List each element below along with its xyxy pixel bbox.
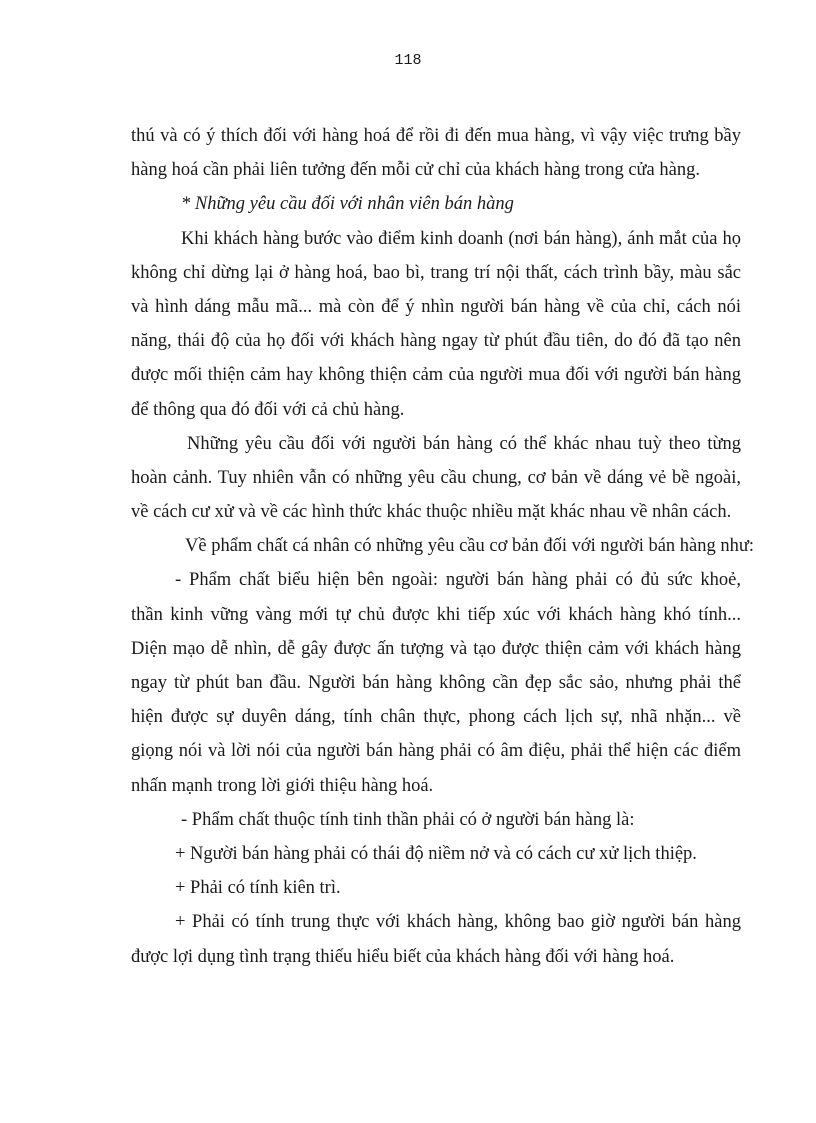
text-line: năng, thái độ của họ đối với khách hàng ngay từ phút đầu tiên, do đó đã tạo nên <box>131 331 741 352</box>
page-number: 118 <box>394 52 422 69</box>
section-heading: * Những yêu cầu đối với nhân viên bán hàng <box>181 194 514 215</box>
text-line: Diện mạo dễ nhìn, dễ gây được ấn tượng và tạo được thiện cảm với khách hàng <box>131 638 741 659</box>
text-line: + Người bán hàng phải có thái độ niềm nở và có cách cư xử lịch thiệp. <box>175 843 697 864</box>
text-line: giọng nói và lời nói của người bán hàng phải có âm điệu, phải thể hiện các điểm <box>131 741 741 762</box>
text-line: Về phẩm chất cá nhân có những yêu cầu cơ bản đối với người bán hàng như: <box>185 536 755 557</box>
text-line: - Phẩm chất thuộc tính tinh thần phải có ở người bán hàng là: <box>181 809 635 830</box>
text-line: để thông qua đó đối với cả chủ hàng. <box>131 399 405 420</box>
document-body <box>131 119 755 974</box>
text-line: ngay từ phút ban đầu. Người bán hàng không cần đẹp sắc sảo, nhưng phải thể <box>131 673 741 693</box>
text-line: + Phải có tính trung thực với khách hàng, không bao giờ người bán hàng <box>175 912 741 933</box>
text-line: nhấn mạnh trong lời giới thiệu hàng hoá. <box>131 775 434 796</box>
text-line: Khi khách hàng bước vào điểm kinh doanh (nơi bán hàng), ánh mắt của họ <box>181 228 741 249</box>
text-line: - Phẩm chất biểu hiện bên ngoài: người bán hàng phải có đủ sức khoẻ, <box>175 570 741 591</box>
text-line: được mối thiện cảm hay không thiện cảm của người mua đối với người bán hàng <box>131 365 741 386</box>
text-line: và hình dáng mẫu mã... mà còn để ý nhìn người bán hàng về của chỉ, cách nói <box>131 296 741 317</box>
text-line: hoàn cảnh. Tuy nhiên vẫn có những yêu cầu chung, cơ bản về dáng vẻ bề ngoài, <box>131 467 741 488</box>
text-line: thần kinh vững vàng mới tự chủ được khi tiếp xúc với khách hàng khó tính... <box>131 604 741 625</box>
text-line: được lợi dụng tình trạng thiếu hiểu biết của khách hàng đối với hàng hoá. <box>131 946 675 967</box>
text-line: không chỉ dừng lại ở hàng hoá, bao bì, trang trí nội thất, cách trình bầy, màu sắc <box>131 262 741 283</box>
text-line: về cách cư xử và về các hình thức khác thuộc nhiều mặt khác nhau về nhân cách. <box>131 502 732 523</box>
text-line: thú và có ý thích đối với hàng hoá để rồi đi đến mua hàng, vì vậy việc trưng bầy <box>131 126 741 146</box>
text-line: Những yêu cầu đối với người bán hàng có thể khác nhau tuỳ theo từng <box>187 433 741 454</box>
text-line: hiện được sự duyên dáng, tính chân thực, phong cách lịch sự, nhã nhặn... về <box>131 707 741 728</box>
text-line: hàng hoá cần phải liên tưởng đến mỗi cử chỉ của khách hàng trong cửa hàng. <box>131 160 700 181</box>
text-line: + Phải có tính kiên trì. <box>175 878 341 899</box>
